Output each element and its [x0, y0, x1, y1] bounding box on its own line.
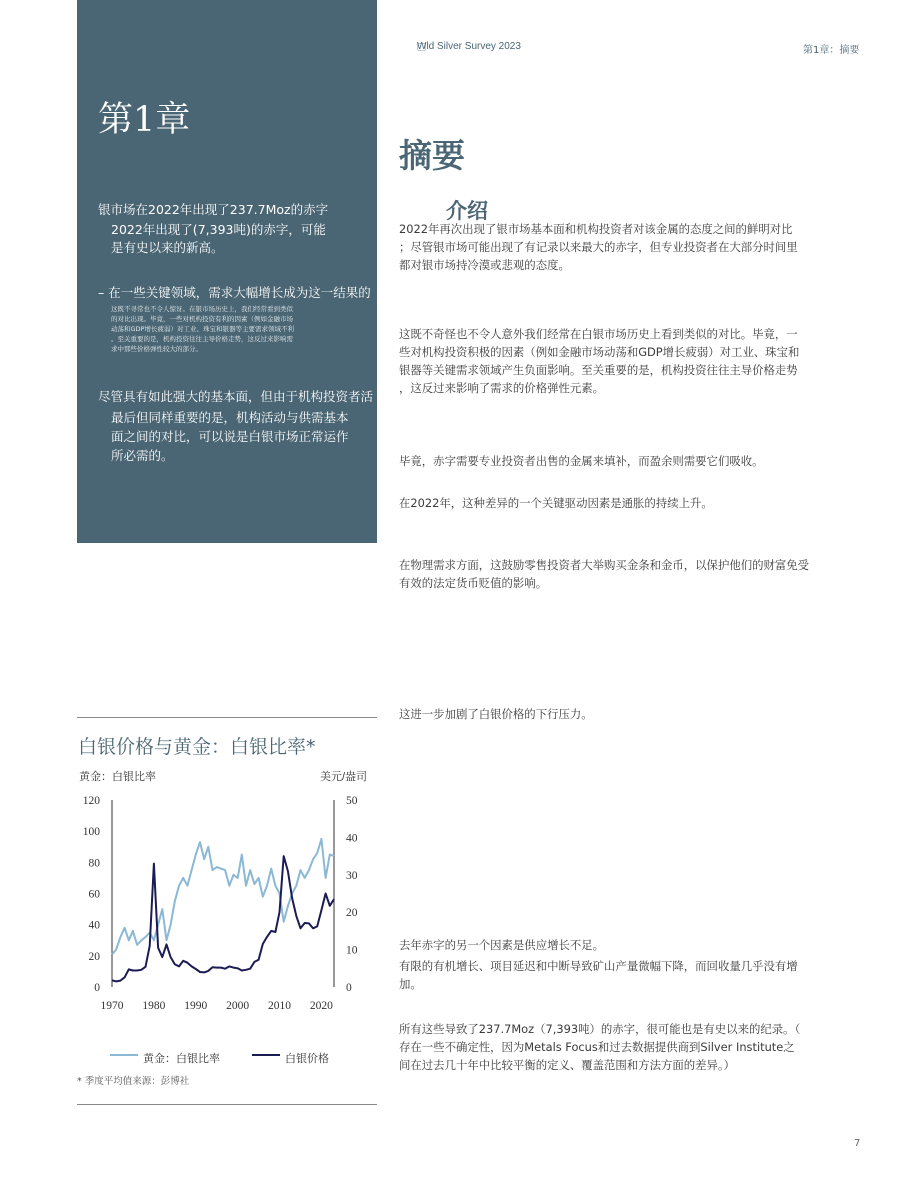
paragraph-line: 间在过去几十年中比较平衡的定义、覆盖范围和方法方面的差异。）: [399, 1058, 736, 1072]
x-tick-label: 1980: [142, 1000, 166, 1012]
left-tick-label: 0: [94, 982, 100, 994]
chart-title: 白银价格与黄金：白银比率*: [78, 736, 316, 758]
left-tick-label: 100: [82, 826, 100, 839]
left-tick-label: 120: [82, 795, 100, 807]
paragraph-line: 银器等关键需求领域产生负面影响。至关重要的是，机构投资往往主导价格走势: [399, 363, 798, 377]
chapter-sidebar: [77, 0, 377, 543]
x-ticks: [101, 1000, 334, 1012]
summary-line: 是有史以来的新高。: [111, 240, 224, 255]
running-header-chapter: 第1章：摘要: [803, 45, 860, 56]
paragraph-line: ，这反过来影响了需求的价格弹性元素。: [399, 381, 605, 395]
left-tick-label: 20: [88, 950, 100, 963]
right-y-ticks: [346, 795, 358, 994]
chart-source-note: * 季度平均值来源：彭博社: [77, 1076, 190, 1087]
right-tick-label: 30: [346, 869, 358, 882]
paragraph-line: 在物理需求方面，这鼓励零售投资者大举购买金条和金币，以保护他们的财富免受: [399, 558, 810, 572]
section-heading: 介绍: [446, 199, 488, 223]
paragraph: [399, 556, 869, 592]
chart-bottom-rule: [77, 1104, 377, 1105]
right-tick-label: 10: [346, 944, 358, 957]
demand-heading: – 在一些关键领域，需求大幅增长成为这一结果的: [98, 285, 371, 300]
chapter-label: 第1章: [98, 100, 191, 140]
demand-detail-line: 的对比出现。毕竟，一些对机构投资有利的因素（例如金融市场: [111, 315, 293, 323]
paragraph-line: 有限的有机增长、项目延迟和中断导致矿山产量微幅下降，而回收量几乎没有增: [399, 959, 798, 973]
x-tick-label: 2000: [226, 1000, 250, 1012]
x-tick-label: 2020: [309, 1000, 333, 1012]
paragraph-line: 毕竟，赤字需要专业投资者出售的金属来填补，而盈余则需要它们吸收。: [399, 454, 764, 468]
left-tick-label: 80: [88, 857, 100, 870]
paragraph-line: ；尽管银市场可能出现了有记录以来最大的赤字，但专业投资者在大部分时间里: [399, 240, 798, 254]
legend-label-price: 白银价格: [285, 1053, 329, 1065]
summary-line: 2022年出现了(7,393吨)的赤字，可能: [111, 222, 326, 237]
paragraph-line: 所有这些导致了237.7Moz（7,393吨）的赤字，很可能也是有史以来的纪录。（: [399, 1022, 801, 1036]
demand-detail-line: 动荡和GDP增长疲弱）对工业、珠宝和银器等主要需求领域不利: [111, 325, 294, 333]
page-title: 摘要: [399, 136, 465, 175]
paragraph-line: 存在一些不确定性，因为Metals Focus和过去数据提供商到Silver Institute之: [399, 1040, 795, 1054]
demand-detail-line: 。至关重要的是，机构投资往往主导价格走势，这反过来影响需: [111, 335, 293, 343]
series-gold-silver-ratio: [112, 839, 334, 954]
running-header-title: Wld Silver Survey 2023: [417, 41, 521, 52]
paragraph-line: 这既不奇怪也不令人意外我们经常在白银市场历史上看到类似的对比。毕竟，一: [399, 327, 798, 341]
left-tick-label: 60: [88, 888, 100, 901]
series-silver-price: [112, 856, 334, 981]
paragraph: [399, 936, 869, 954]
fundamentals-heading: 尽管具有如此强大的基本面，但由于机构投资者活: [98, 389, 374, 404]
right-axis-label: 美元/盎司: [320, 771, 368, 783]
paragraph: [399, 220, 869, 274]
left-axis-label: 黄金：白银比率: [79, 771, 156, 783]
legend-swatch-price: [252, 1054, 280, 1056]
left-y-ticks: [83, 795, 101, 994]
demand-detail-line: 这既不寻常也不令人惊讶。在银市场历史上，我们经常看到类似: [111, 305, 293, 313]
chart-top-rule: [77, 717, 377, 718]
x-tick-label: 1990: [184, 1000, 208, 1012]
paragraph: [399, 494, 869, 512]
paragraph-line: 2022年再次出现了银市场基本面和机构投资者对该金属的态度之间的鲜明对比: [399, 222, 793, 236]
paragraph: [399, 325, 869, 397]
paragraph: [399, 957, 869, 993]
left-tick-label: 40: [88, 919, 100, 932]
paragraph-line: 些对机构投资积极的因素（例如金融市场动荡和GDP增长疲弱）对工业、珠宝和: [399, 345, 800, 359]
x-tick-label: 1970: [100, 1000, 124, 1012]
summary-line: 银市场在2022年出现了237.7Moz的赤字: [98, 202, 329, 217]
right-tick-label: 50: [346, 795, 358, 807]
closing-line: 面之间的对比，可以说是白银市场正常运作: [111, 429, 349, 444]
legend-swatch-ratio: [110, 1054, 138, 1056]
paragraph: [399, 1020, 869, 1074]
paragraph-line: 去年赤字的另一个因素是供应增长不足。: [399, 938, 605, 952]
paragraph: [399, 452, 869, 470]
legend-label-ratio: 黄金：白银比率: [143, 1053, 220, 1065]
right-tick-label: 0: [346, 982, 352, 994]
closing-line: 所必需的。: [111, 448, 174, 463]
paragraph-line: 加。: [399, 977, 422, 991]
page-number: 7: [854, 1138, 861, 1149]
silver-ratio-chart: [77, 790, 377, 1020]
right-tick-label: 20: [346, 907, 358, 920]
demand-detail-line: 求中那些价格弹性较大的部分。: [111, 345, 202, 353]
paragraph-line: 有效的法定货币贬值的影响。: [399, 576, 548, 590]
closing-line: 最后但同样重要的是，机构活动与供需基本: [111, 410, 349, 425]
paragraph-line: 都对银市场持冷漠或悲观的态度。: [399, 258, 570, 272]
x-tick-label: 2010: [268, 1000, 292, 1012]
right-tick-label: 40: [346, 832, 358, 845]
paragraph: [399, 705, 869, 723]
paragraph-line: 这进一步加剧了白银价格的下行压力。: [399, 707, 593, 721]
paragraph-line: 在2022年，这种差异的一个关键驱动因素是通胀的持续上升。: [399, 496, 713, 510]
